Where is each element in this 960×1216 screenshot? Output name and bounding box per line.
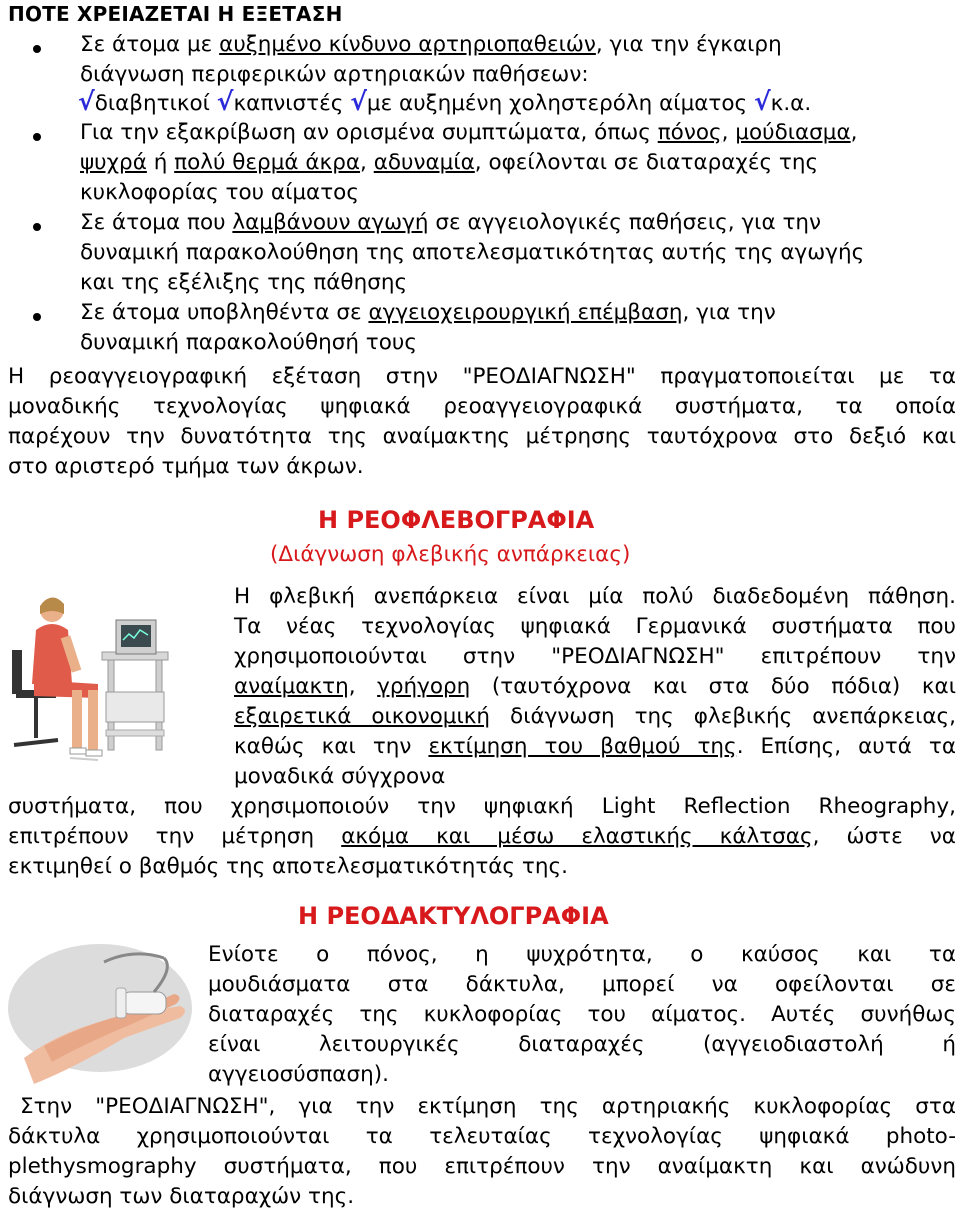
para-1-line-2: μοναδικής τεχνολογίας ψηφιακά ρεοαγγειογραφικά συστήματα, τα οποία	[8, 394, 956, 419]
s2-line-1: Ενίοτε ο πόνος, η ψυχρότητα, ο καύσος και τα	[208, 942, 956, 967]
bullet-3-line-3: και της εξέλιξης της πάθησης	[80, 270, 408, 295]
s1-line-3: χρησιμοποιούνται στην "ΡΕΟΔΙΑΓΝΩΣΗ" επιτρέπουν την	[234, 644, 956, 669]
link-cold[interactable]: ψυχρά	[80, 150, 147, 175]
bullet-4-line-1: Σε άτομα υποβληθέντα σε αγγειοχειρουργική επέμβαση, για την	[80, 300, 776, 325]
bullet-4-line-2: δυναμική παρακολούθησή τους	[80, 330, 417, 355]
bullet-dot	[33, 45, 41, 53]
s2-line-6: Στην "ΡΕΟΔΙΑΓΝΩΣΗ", για την εκτίμηση της αρτηριακής κυκλοφορίας στα	[20, 1094, 956, 1119]
s1-line-10: εκτιμηθεί ο βαθμός της αποτελεσματικότητάς της.	[8, 854, 568, 879]
para-1-line-1: Η ρεοαγγειογραφική εξέταση στην "ΡΕΟΔΙΑΓΝΩΣΗ" πραγματοποιείται με τα	[8, 364, 956, 389]
s1-line-6: καθώς και την εκτίμηση του βαθμού της. Επίσης, αυτά τα	[234, 734, 956, 759]
bullet-1-checklist: √διαβητικοί √καπνιστές √με αυξημένη χοληστερόλη αίματος √κ.α.	[78, 87, 812, 116]
bullet-dot	[33, 313, 41, 321]
link-pain[interactable]: πόνος	[657, 120, 722, 145]
link-increased-risk[interactable]: αυξημένο κίνδυνο αρτηριοπαθειών	[219, 32, 596, 57]
check-icon: √	[216, 87, 234, 116]
link-weakness[interactable]: αδυναμία	[373, 150, 475, 175]
link-elastic-stocking[interactable]: ακόμα και μέσω ελαστικής κάλτσας	[341, 824, 813, 849]
s2-line-3: διαταραχές της κυκλοφορίας του αίματος. Αυτές συνήθως	[208, 1002, 956, 1027]
s1-line-2: Τα νέας τεχνολογίας ψηφιακά Γερμανικά συστήματα που	[234, 614, 956, 639]
link-hot-limbs[interactable]: πολύ θερμά άκρα	[174, 150, 361, 175]
s2-line-2: μουδιάσματα στα δάκτυλα, μπορεί να οφείλονται σε	[208, 972, 956, 997]
s2-line-9: διάγνωση των διαταραχών της.	[8, 1184, 355, 1209]
link-degree-estimate[interactable]: εκτίμηση του βαθμού της	[428, 734, 737, 759]
patient-exam-photo	[6, 580, 218, 776]
s2-line-8: plethysmography συστήματα, που επιτρέπουν την αναίμακτη και ανώδυνη	[8, 1154, 956, 1179]
bullet-dot	[33, 223, 41, 231]
check-icon: √	[78, 87, 95, 116]
s1-line-1: Η φλεβική ανεπάρκεια είναι μία πολύ διαδεδομένη πάθηση.	[234, 584, 956, 609]
s2-line-4: είναι λειτουργικές διαταραχές (αγγειοδιαστολή ή	[208, 1032, 956, 1057]
finger-sensor-photo	[4, 938, 200, 1094]
check-icon: √	[350, 87, 367, 116]
section-heading: ΠΟΤΕ ΧΡΕΙΑΖΕΤΑΙ Η ΕΞΕΤΑΣΗ	[8, 2, 343, 26]
s1-line-4: αναίμακτη, γρήγορη (ταυτόχρονα και στα δύο πόδια) και	[234, 674, 956, 699]
bullet-2-line-1: Για την εξακρίβωση αν ορισμένα συμπτώματα, όπως πόνος, μούδιασμα,	[80, 120, 858, 145]
s1-line-5: εξαιρετικά οικονομική διάγνωση της φλεβικής ανεπάρκειας,	[234, 704, 956, 729]
bullet-3-line-2: δυναμική παρακολούθηση της αποτελεσματικότητας αυτής της αγωγής	[80, 240, 865, 265]
bullet-1-line-1: Σε άτομα με αυξημένο κίνδυνο αρτηριοπαθειών, για την έγκαιρη	[80, 32, 782, 57]
s1-line-7: μοναδικά σύγχρονα	[234, 764, 446, 789]
link-economical[interactable]: εξαιρετικά οικονομική	[234, 704, 491, 729]
bullet-3-line-1: Σε άτομα που λαμβάνουν αγωγή σε αγγειολογικές παθήσεις, για την	[80, 210, 822, 235]
bullet-1-line-2: διάγνωση περιφερικών αρτηριακών παθήσεων:	[80, 62, 589, 87]
link-bloodless[interactable]: αναίμακτη	[234, 674, 349, 699]
link-fast[interactable]: γρήγορη	[377, 674, 471, 699]
s1-line-9: επιτρέπουν την μέτρηση ακόμα και μέσω ελαστικής κάλτσας, ώστε να	[8, 824, 956, 849]
section-subtitle: (Διάγνωση φλεβικής ανπάρκειας)	[270, 542, 631, 567]
link-receiving-treatment[interactable]: λαμβάνουν αγωγή	[232, 210, 429, 235]
section-title-rheodactylography: Η ΡΕΟΔΑΚΤΥΛΟΓΡΑΦΙΑ	[298, 902, 609, 930]
bullet-dot	[33, 133, 41, 141]
link-numbness[interactable]: μούδιασμα	[735, 120, 851, 145]
section-title-rheophlebography: Η ΡΕΟΦΛΕΒΟΓΡΑΦΙΑ	[318, 506, 595, 534]
bullet-2-line-3: κυκλοφορίας του αίματος	[80, 180, 359, 205]
s1-line-8: συστήματα, που χρησιμοποιούν την ψηφιακή Light Reflection Rheography,	[8, 794, 956, 819]
link-vascular-surgery[interactable]: αγγειοχειρουργική επέμβαση	[368, 300, 683, 325]
s2-line-7: δάκτυλα χρησιμοποιούνται τα τελευταίας τεχνολογίας ψηφιακά photo-	[8, 1124, 956, 1149]
check-icon: √	[753, 87, 771, 116]
para-1-line-3: παρέχουν την δυνατότητα της αναίμακτης μέτρησης ταυτόχρονα στο δεξιό και	[8, 424, 956, 449]
bullet-2-line-2: ψυχρά ή πολύ θερμά άκρα, αδυναμία, οφείλονται σε διαταραχές της	[80, 150, 819, 175]
s2-line-5: αγγειοσύσπαση).	[208, 1062, 389, 1087]
para-1-line-4: στο αριστερό τμήμα των άκρων.	[8, 454, 364, 479]
